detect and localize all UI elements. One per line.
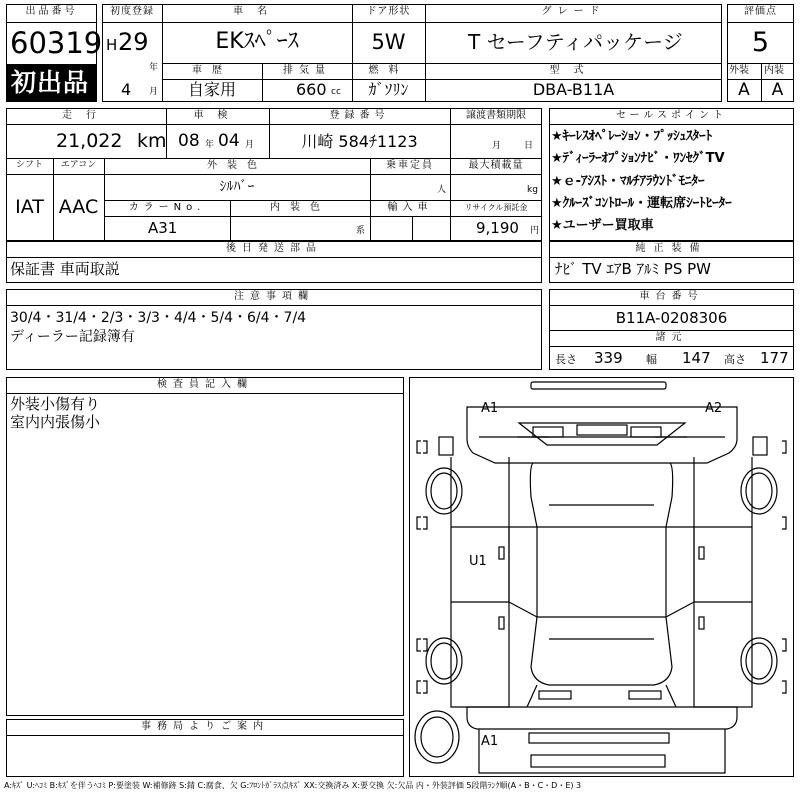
later-parts-value: 保証書 車両取説 bbox=[10, 260, 120, 278]
inspection-year-unit: 年 bbox=[205, 140, 215, 150]
exterior-label: 外装 bbox=[729, 65, 749, 76]
color-no-label: カラーNo. bbox=[128, 202, 206, 213]
recycle-value: 9,190 bbox=[476, 219, 519, 237]
score-value: 5 bbox=[751, 27, 770, 58]
sales-point-item: ★ｸﾙｰｽﾞｺﾝﾄﾛｰﾙ・運転席ｼｰﾄﾋｰﾀｰ bbox=[551, 196, 732, 211]
inspector-line-1: 外装小傷有り bbox=[10, 395, 101, 413]
width-value: 147 bbox=[682, 349, 711, 367]
notes-line-1: 30/4・31/4・2/3・3/3・4/4・5/4・6/4・7/4 bbox=[10, 310, 307, 326]
reg-month: 4 bbox=[121, 80, 132, 99]
capacity-label: 乗車定員 bbox=[386, 160, 434, 171]
fuel-label: 燃料 bbox=[368, 65, 409, 76]
shift-label: シフト bbox=[15, 160, 43, 170]
length-label: 長さ bbox=[555, 353, 577, 366]
interior-grade: A bbox=[771, 80, 784, 100]
chassis-value: B11A-0208306 bbox=[615, 309, 728, 327]
car-diagram bbox=[409, 377, 794, 777]
shift-value: IAT bbox=[15, 196, 44, 218]
recycle-unit: 円 bbox=[530, 226, 540, 236]
month-unit: 月 bbox=[149, 87, 159, 97]
int-color-label: 内装色 bbox=[270, 202, 330, 213]
capacity-unit: 人 bbox=[437, 185, 447, 195]
displacement-unit: cc bbox=[331, 87, 341, 97]
recycle-label: リサイクル預託金 bbox=[464, 203, 528, 212]
sales-point-item: ★ユーザー買取車 bbox=[551, 218, 654, 233]
grade-label: グレード bbox=[541, 6, 606, 17]
int-color-unit: 系 bbox=[356, 226, 366, 236]
damage-mark-a2: A2 bbox=[705, 401, 723, 416]
ext-color-label: 外装色 bbox=[207, 160, 267, 171]
equipment-value: ﾅﾋﾞ TV ｴｱB ｱﾙﾐ PS PW bbox=[555, 260, 711, 278]
mileage-label: 走行 bbox=[62, 110, 110, 121]
reg-year: 29 bbox=[118, 28, 149, 56]
transfer-day-unit: 日 bbox=[524, 141, 534, 151]
height-value: 177 bbox=[760, 349, 789, 367]
chassis-label: 車台番号 bbox=[639, 291, 704, 302]
year-unit: 年 bbox=[149, 63, 159, 73]
dims-label: 諸元 bbox=[655, 332, 688, 343]
inspection-year: 08 bbox=[178, 131, 200, 151]
width-label: 幅 bbox=[646, 353, 657, 366]
transfer-label: 譲渡書類期限 bbox=[466, 110, 526, 121]
inspection-label: 車検 bbox=[193, 110, 242, 121]
mileage-value: 21,022 bbox=[56, 130, 123, 152]
ext-color-value: ｼﾙﾊﾞｰ bbox=[219, 179, 255, 195]
listing-number-label: 出品番号 bbox=[25, 6, 78, 17]
plate-label: 登録番号 bbox=[329, 110, 390, 121]
sales-points-label: セールスポイント bbox=[615, 110, 728, 121]
mileage-unit: km bbox=[137, 130, 167, 152]
equipment-label: 純正装備 bbox=[635, 243, 708, 254]
inspection-month-unit: 月 bbox=[245, 140, 255, 150]
office-label: 事務局よりご案内 bbox=[141, 721, 269, 732]
model-value: DBA-B11A bbox=[532, 80, 615, 99]
car-name-label: 車名 bbox=[233, 6, 281, 17]
history-value: 自家用 bbox=[187, 80, 236, 99]
length-value: 339 bbox=[594, 349, 623, 367]
notes-line-2: ディーラー記録簿有 bbox=[10, 329, 135, 345]
max-load-label: 最大積載量 bbox=[468, 160, 524, 171]
door-label: ドア形状 bbox=[366, 6, 411, 17]
history-label: 車歴 bbox=[192, 65, 232, 76]
score-label: 評価点 bbox=[744, 6, 777, 17]
interior-label: 内装 bbox=[764, 65, 784, 76]
color-no-value: A31 bbox=[148, 219, 178, 237]
legend-text: A:ｷｽﾞ U:ﾍｺﾐ B:ｷｽﾞを伴うﾍｺﾐ P:要塗装 W:補修跡 S:錆 C:腐食、欠 G:ﾌﾛﾝﾄｶﾞﾗｽ点ｷｽﾞ XX:交換済み X:要交換 欠:欠品 内・外装評価 5段階ﾗﾝｸ順(A・B・C・D・E) 3 bbox=[4, 781, 582, 790]
damage-mark-a1-rear: A1 bbox=[481, 734, 499, 749]
displacement-value: 660 bbox=[296, 80, 327, 99]
height-label: 高さ bbox=[724, 353, 746, 366]
sales-point-item: ★ｅ-ｱｼｽﾄ・ﾏﾙﾁｱﾗｳﾝﾄﾞﾓﾆﾀｰ bbox=[551, 174, 705, 189]
door-value: 5W bbox=[371, 30, 406, 54]
max-load-unit: kg bbox=[527, 185, 538, 195]
car-name: EKｽﾍﾟｰｽ bbox=[215, 29, 299, 54]
transfer-month-unit: 月 bbox=[492, 141, 502, 151]
era: H bbox=[106, 36, 118, 54]
listing-number: 60319 bbox=[10, 26, 103, 60]
first-listing-text: 初出品 bbox=[11, 68, 90, 97]
inspector-label: 検査員記入欄 bbox=[157, 379, 253, 390]
notes-label: 注意事項欄 bbox=[234, 291, 314, 302]
model-label: 型式 bbox=[549, 65, 598, 76]
later-parts-label: 後日発送部品 bbox=[226, 243, 322, 254]
import-label: 輸入車 bbox=[387, 202, 433, 213]
damage-mark-u1: U1 bbox=[469, 554, 487, 569]
sales-point-item: ★ﾃﾞｨｰﾗｰｵﾌﾟｼｮﾝﾅﾋﾞ・ﾜﾝｾｸﾞTV bbox=[551, 151, 725, 166]
ac-value: AAC bbox=[58, 196, 99, 218]
inspector-line-2: 室内内張傷小 bbox=[10, 413, 101, 431]
inspection-month: 04 bbox=[218, 131, 240, 151]
fuel-value: ｶﾞｿﾘﾝ bbox=[368, 80, 409, 99]
sales-point-item: ★ｷｰﾚｽｵﾍﾟﾚｰｼｮﾝ・ﾌﾟｯｼｭｽﾀｰﾄ bbox=[551, 129, 713, 144]
grade-value: T セーフティパッケージ bbox=[468, 30, 683, 54]
ac-label: エアコン bbox=[60, 160, 97, 170]
exterior-grade: A bbox=[738, 80, 750, 100]
plate-value: 川崎 584ﾁ1123 bbox=[301, 132, 418, 151]
damage-mark-a1-front: A1 bbox=[481, 401, 499, 416]
displacement-label: 排気量 bbox=[283, 65, 331, 76]
first-reg-label: 初度登録 bbox=[110, 6, 154, 17]
